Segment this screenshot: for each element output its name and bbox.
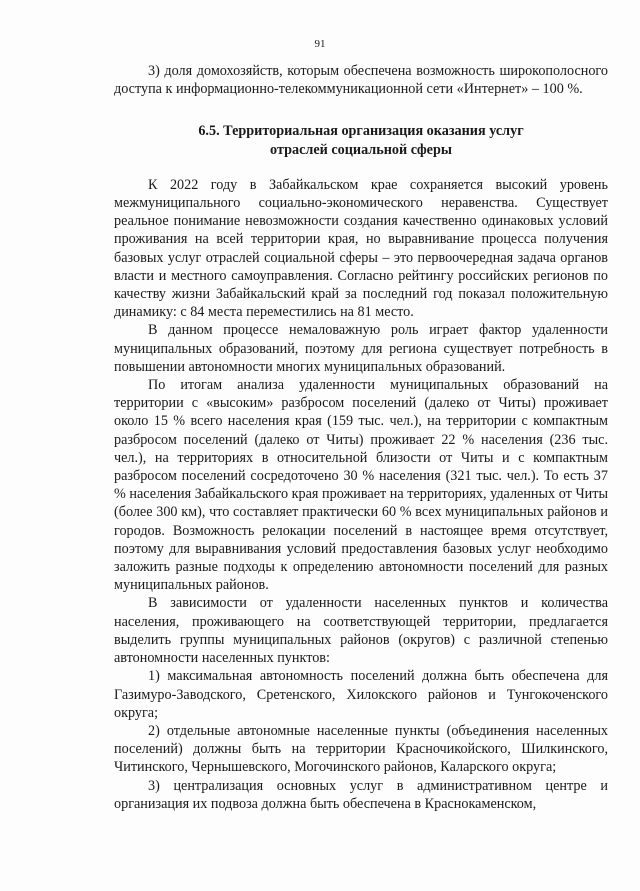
intro-item: 3) доля домохозяйств, которым обеспечена возможность широкополосного доступа к информационно-телекоммуникационной сети «Интернет» – 100 %. <box>114 63 608 98</box>
list-item-2: 2) отдельные автономные населенные пункты (объединения населенных поселений) должны быть на территории Красночикойского, Шилкинского, Читинского, Чернышевского, Могочинского районов, Каларского округа; <box>114 722 608 776</box>
spacer <box>114 98 608 122</box>
paragraph-4: В зависимости от удаленности населенных пунктов и количества населения, проживающего на соответствующей территории, предлагается выделить группы муниципальных районов (округов) с различной степенью автономности населенных пунктов: <box>114 595 608 667</box>
spacer <box>114 159 608 176</box>
page-number: 91 <box>314 38 326 50</box>
page-content <box>114 62 608 813</box>
paragraph-3: По итогам анализа удаленности муниципальных образований на территории с «высоким» разбросом поселений (далеко от Читы) проживает около 15 % всего населения края (159 тыс. чел.), на территории с компактным разбросом поселений (далеко от Читы) проживает 22 % населения (236 тыс. чел.), на территориях в относительной близости от Читы и с компактным разбросом поселений сосредоточено 30 % населения (321 тыс. чел.). То есть 37 % населения Забайкальского края проживает на территориях, удаленных от Читы (более 300 км), что составляет практически 60 % всех муниципальных районов и городов. Возможность релокации поселений в настоящее время отсутствует, поэтому для выравнивания условий предоставления базовых услуг необходимо заложить разные подходы к определению автономности поселений для разных муниципальных районов. <box>114 377 608 594</box>
paragraph-2: В данном процессе немаловажную роль играет фактор удаленности муниципальных образований, поэтому для региона существует потребность в повышении автономности многих муниципальных образований. <box>114 322 608 375</box>
section-heading-line-1: 6.5. Территориальная организация оказания услуг <box>198 123 524 140</box>
list-item-3: 3) централизация основных услуг в административном центре и организация их подвоза должна быть обеспечена в Краснокаменском, <box>114 777 608 812</box>
section-heading-line-2: отраслей социальной сферы <box>270 141 452 158</box>
list-item-1: 1) максимальная автономность поселений должна быть обеспечена для Газимуро-Заводского, Сретенского, Хилокского районов и Тунгокоченского округа; <box>114 668 608 721</box>
paragraph-1: К 2022 году в Забайкальском крае сохраняется высокий уровень межмуниципального социально-экономического неравенства. Существует реальное понимание невозможности создания качественно одинаковых условий проживания на всей территории края, но выравнивание процесса получения базовых услуг отраслей социальной сферы – это первоочередная задача органов власти и местного самоуправления. Согласно рейтингу российских регионов по качеству жизни Забайкальский край за последний год показал положительную динамику: с 84 места переместились на 81 место. <box>114 176 608 321</box>
